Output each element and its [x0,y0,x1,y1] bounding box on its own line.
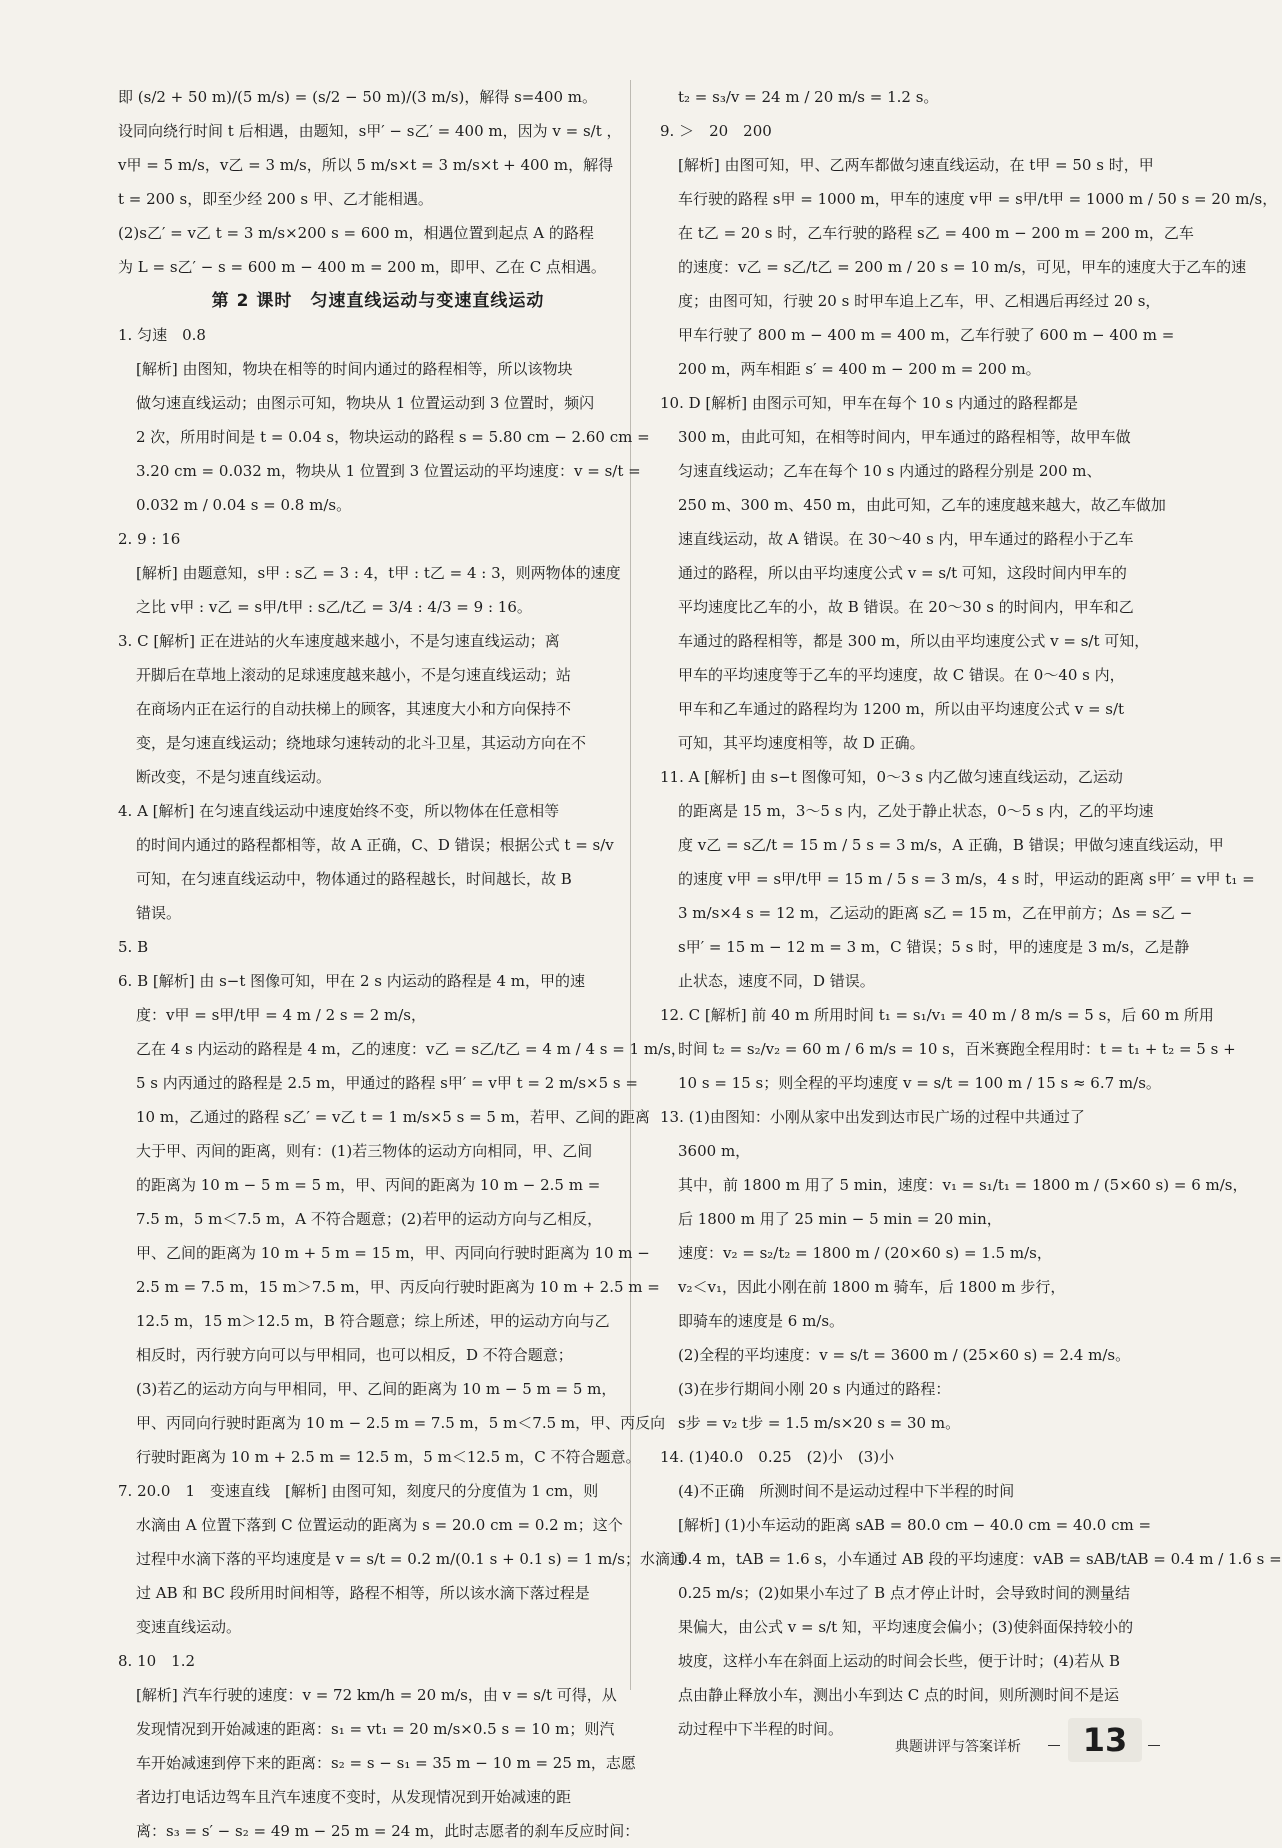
left-column [118,80,686,1848]
text-line: 12.5 m，15 m＞12.5 m，B 符合题意；综上所述，甲的运动方向与乙 [136,1312,610,1330]
text-line: 乙在 4 s 内运动的路程是 4 m，乙的速度：v乙 = s乙/t乙 = 4 m / 4 s = 1 m/s， [136,1040,686,1058]
text-line: 过程中水滴下落的平均速度是 v = s/t = 0.2 m/(0.1 s + 0.1 s) = 1 m/s；水滴通 [136,1550,685,1568]
text-line: (4)不正确 所测时间不是运动过程中下半程的时间 [678,1482,1015,1500]
text-line: 10 m，乙通过的路程 s乙′ = v乙 t = 1 m/s×5 s = 5 m，若甲、乙间的距离 [136,1108,650,1126]
text-line: 的距离为 10 m − 5 m = 5 m，甲、丙间的距离为 10 m − 2.5 m = [136,1176,601,1194]
text-line: 速直线运动，故 A 错误。在 30～40 s 内，甲车通过的路程小于乙车 [678,530,1134,548]
text-line: 通过的路程，所以由平均速度公式 v = s/t 可知，这段时间内甲车的 [678,564,1127,582]
text-line: 点由静止释放小车，测出小车到达 C 点的时间，则所测时间不是运 [678,1686,1120,1704]
text-line: [解析] 由图可知，甲、乙两车都做匀速直线运动，在 t甲 = 50 s 时，甲 [678,156,1154,174]
text-line: 水滴由 A 位置下落到 C 位置运动的距离为 s = 20.0 cm = 0.2 m；这个 [136,1516,623,1534]
text-line: 在商场内正在运行的自动扶梯上的顾客，其速度大小和方向保持不 [136,700,572,718]
text-line: 止状态，速度不同，D 错误。 [678,972,875,990]
text-line: 动过程中下半程的时间。 [678,1720,844,1738]
text-line: 开脚后在草地上滚动的足球速度越来越小，不是匀速直线运动；站 [136,666,572,684]
text-line: 3.20 cm = 0.032 m，物块从 1 位置到 3 位置运动的平均速度：v = s/t = [136,462,641,480]
text-line: 4. A [解析] 在匀速直线运动中速度始终不变，所以物体在任意相等 [118,802,560,820]
text-line: 10. D [解析] 由图示可知，甲车在每个 10 s 内通过的路程都是 [660,394,1078,412]
text-line: 甲、丙同向行驶时距离为 10 m − 2.5 m = 7.5 m，5 m＜7.5 m，甲、丙反向 [136,1414,666,1432]
text-line: 为 L = s乙′ − s = 600 m − 400 m = 200 m，即甲、乙在 C 点相遇。 [118,258,606,276]
text-line: 度；由图可知，行驶 20 s 时甲车追上乙车，甲、乙相遇后再经过 20 s， [678,292,1161,310]
text-line: 300 m，由此可知，在相等时间内，甲车通过的路程相等，故甲车做 [678,428,1131,446]
text-line: 6. B [解析] 由 s−t 图像可知，甲在 2 s 内运动的路程是 4 m，甲的速 [118,972,586,990]
text-line: 2. 9 : 16 [118,530,181,548]
text-line: v₂＜v₁，因此小刚在前 1800 m 骑车，后 1800 m 步行， [678,1278,1066,1296]
text-line: 平均速度比乙车的小，故 B 错误。在 20～30 s 的时间内，甲车和乙 [678,598,1134,616]
text-line: 离：s₃ = s′ − s₂ = 49 m − 25 m = 24 m，此时志愿者的刹车反应时间： [136,1822,640,1840]
text-line: s步 = v₂ t步 = 1.5 m/s×20 s = 30 m。 [678,1414,961,1432]
text-line: 其中，前 1800 m 用了 5 min，速度：v₁ = s₁/t₁ = 1800 m / (5×60 s) = 6 m/s， [678,1176,1248,1194]
text-line: 速度：v₂ = s₂/t₂ = 1800 m / (20×60 s) = 1.5 m/s， [678,1244,1052,1262]
text-line: 的时间内通过的路程都相等，故 A 正确，C、D 错误；根据公式 t = s/v [136,836,614,854]
text-line: [解析] 汽车行驶的速度：v = 72 km/h = 20 m/s，由 v = s/t 可得，从 [136,1686,617,1704]
text-line: (3)在步行期间小刚 20 s 内通过的路程： [678,1380,951,1398]
right-column [660,80,1282,1746]
text-line: 车通过的路程相等，都是 300 m，所以由平均速度公式 v = s/t 可知， [678,632,1150,650]
text-line: 0.032 m / 0.04 s = 0.8 m/s。 [136,496,352,514]
text-line: 果偏大，由公式 v = s/t 知，平均速度会偏小；(3)使斜面保持较小的 [678,1618,1134,1636]
text-line: (2)全程的平均速度：v = s/t = 3600 m / (25×60 s) = 2.4 m/s。 [678,1346,1131,1364]
text-line: 3 m/s×4 s = 12 m，乙运动的距离 s乙 = 15 m，乙在甲前方；Δs = s乙 − [678,904,1193,922]
text-line: 9. ＞ 20 200 [660,122,772,140]
text-line: 度：v甲 = s甲/t甲 = 4 m / 2 s = 2 m/s， [136,1006,426,1024]
text-line: 即骑车的速度是 6 m/s。 [678,1312,845,1330]
text-line: 7. 20.0 1 变速直线 [解析] 由图可知，刻度尺的分度值为 1 cm，则 [118,1482,599,1500]
text-line: 行驶时距离为 10 m + 2.5 m = 12.5 m，5 m＜12.5 m，C 不符合题意。 [136,1448,641,1466]
section-heading: 第 2 课时 匀速直线运动与变速直线运动 [211,291,545,311]
text-line: 0.4 m，tAB = 1.6 s，小车通过 AB 段的平均速度：vAB = sAB/tAB = 0.4 m / 1.6 s = [678,1550,1282,1568]
text-line: (2)s乙′ = v乙 t = 3 m/s×200 s = 600 m，相遇位置到起点 A 的路程 [118,224,594,242]
text-line: 13. (1)由图知：小刚从家中出发到达市民广场的过程中共通过了 [660,1108,1085,1126]
text-line: 可知，在匀速直线运动中，物体通过的路程越长，时间越长，故 B [136,870,572,888]
text-line: 度 v乙 = s乙/t = 15 m / 5 s = 3 m/s，A 正确，B 错误；甲做匀速直线运动，甲 [678,836,1224,854]
text-line: 250 m、300 m、450 m，由此可知，乙车的速度越来越大，故乙车做加 [678,496,1166,514]
text-line: 变，是匀速直线运动；绕地球匀速转动的北斗卫星，其运动方向在不 [136,734,587,752]
text-line: 设同向绕行时间 t 后相遇，由题知，s甲′ − s乙′ = 400 m，因为 v = s/t ， [118,122,622,140]
text-line: [解析] (1)小车运动的距离 sAB = 80.0 cm − 40.0 cm = 40.0 cm = [678,1516,1152,1534]
text-line: [解析] 由图知，物块在相等的时间内通过的路程相等，所以该物块 [136,360,573,378]
text-line: 在 t乙 = 20 s 时，乙车行驶的路程 s乙 = 400 m − 200 m = 200 m，乙车 [678,224,1194,242]
text-line: 者边打电话边驾车且汽车速度不变时，从发现情况到开始减速的距 [136,1788,572,1806]
text-line: 5 s 内丙通过的路程是 2.5 m，甲通过的路程 s甲′ = v甲 t = 2 m/s×5 s = [136,1074,638,1092]
text-line: 8. 10 1.2 [118,1652,196,1670]
text-line: v甲 = 5 m/s，v乙 = 3 m/s，所以 5 m/s×t = 3 m/s×t + 400 m，解得 [118,156,614,174]
text-line: 0.25 m/s；(2)如果小车过了 B 点才停止计时，会导致时间的测量结 [678,1584,1130,1602]
text-line: 匀速直线运动；乙车在每个 10 s 内通过的路程分别是 200 m、 [678,462,1102,480]
text-line: 坡度，这样小车在斜面上运动的时间会长些，便于计时；(4)若从 B [678,1652,1121,1670]
text-line: 的速度 v甲 = s甲/t甲 = 15 m / 5 s = 3 m/s，4 s 时，甲运动的距离 s甲′ = v甲 t₁ = [678,870,1255,888]
text-line: 10 s = 15 s；则全程的平均速度 v = s/t = 100 m / 15 s ≈ 6.7 m/s。 [678,1074,1161,1092]
text-line: 过 AB 和 BC 段所用时间相等，路程不相等，所以该水滴下落过程是 [136,1584,590,1602]
text-line: 1. 匀速 0.8 [118,326,206,344]
footer-rule-left [1048,1745,1060,1746]
text-line: [解析] 由题意知，s甲 : s乙 = 3 : 4，t甲 : t乙 = 4 : 3，则两物体的速度 [136,564,621,582]
footer-label: 典题讲评与答案详析 [895,1739,1021,1755]
text-line: 车行驶的路程 s甲 = 1000 m，甲车的速度 v甲 = s甲/t甲 = 1000 m / 50 s = 20 m/s， [678,190,1278,208]
text-line: 甲车和乙车通过的路程均为 1200 m，所以由平均速度公式 v = s/t [678,700,1125,718]
text-line: 甲车行驶了 800 m − 400 m = 400 m，乙车行驶了 600 m − 400 m = [678,326,1175,344]
text-line: 的速度：v乙 = s乙/t乙 = 200 m / 20 s = 10 m/s，可见，甲车的速度大于乙车的速 [678,258,1247,276]
text-line: 时间 t₂ = s₂/v₂ = 60 m / 6 m/s = 10 s，百米赛跑全程用时：t = t₁ + t₂ = 5 s + [678,1040,1236,1058]
text-line: 车开始减速到停下来的距离：s₂ = s − s₁ = 35 m − 10 m = 25 m，志愿 [136,1754,636,1772]
text-line: 后 1800 m 用了 25 min − 5 min = 20 min， [678,1210,1002,1228]
text-line: 变速直线运动。 [136,1618,242,1636]
text-line: 做匀速直线运动；由图示可知，物块从 1 位置运动到 3 位置时，频闪 [136,394,595,412]
text-line: 2.5 m = 7.5 m，15 m＞7.5 m，甲、丙反向行驶时距离为 10 m + 2.5 m = [136,1278,660,1296]
text-line: 3600 m， [678,1142,751,1160]
text-line: 11. A [解析] 由 s−t 图像可知，0～3 s 内乙做匀速直线运动，乙运动 [660,768,1123,786]
text-line: 发现情况到开始减速的距离：s₁ = vt₁ = 20 m/s×0.5 s = 10 m；则汽 [136,1720,615,1738]
text-line: 相反时，丙行驶方向可以与甲相同，也可以相反，D 不符合题意； [136,1346,573,1364]
text-line: 的距离是 15 m，3～5 s 内，乙处于静止状态，0～5 s 内，乙的平均速 [678,802,1154,820]
text-line: 3. C [解析] 正在进站的火车速度越来越小，不是匀速直线运动；离 [118,632,560,650]
text-line: 7.5 m，5 m＜7.5 m，A 不符合题意；(2)若甲的运动方向与乙相反， [136,1210,603,1228]
text-line: t₂ = s₃/v = 24 m / 20 m/s = 1.2 s。 [678,88,939,106]
text-line: 大于甲、丙间的距离，则有：(1)若三物体的运动方向相同，甲、乙间 [136,1142,593,1160]
text-line: 即 (s/2 + 50 m)/(5 m/s) = (s/2 − 50 m)/(3 m/s)，解得 s=400 m。 [118,88,597,106]
text-line: 5. B [118,938,149,956]
text-line: 甲车的平均速度等于乙车的平均速度，故 C 错误。在 0～40 s 内， [678,666,1125,684]
text-line: s甲′ = 15 m − 12 m = 3 m，C 错误；5 s 时，甲的速度是 3 m/s，乙是静 [678,938,1190,956]
text-line: 2 次，所用时间是 t = 0.04 s，物块运动的路程 s = 5.80 cm − 2.60 cm = [136,428,650,446]
text-line: t = 200 s，即至少经 200 s 甲、乙才能相遇。 [118,190,433,208]
text-line: 可知，其平均速度相等，故 D 正确。 [678,734,925,752]
text-line: 14. (1)40.0 0.25 (2)小 (3)小 [660,1448,895,1466]
text-line: 之比 v甲 : v乙 = s甲/t甲 : s乙/t乙 = 3/4 : 4/3 = 9 : 16。 [136,598,532,616]
text-line: 200 m，两车相距 s′ = 400 m − 200 m = 200 m。 [678,360,1041,378]
text-line: 甲、乙间的距离为 10 m + 5 m = 15 m，甲、丙同向行驶时距离为 10 m − [136,1244,650,1262]
footer-rule-right [1148,1745,1160,1746]
text-line: (3)若乙的运动方向与甲相同，甲、乙间的距离为 10 m − 5 m = 5 m， [136,1380,617,1398]
page-number: 13 [1068,1718,1142,1762]
text-line: 断改变，不是匀速直线运动。 [136,768,332,786]
text-line: 错误。 [136,904,182,922]
text-line: 12. C [解析] 前 40 m 所用时间 t₁ = s₁/v₁ = 40 m / 8 m/s = 5 s，后 60 m 所用 [660,1006,1214,1024]
